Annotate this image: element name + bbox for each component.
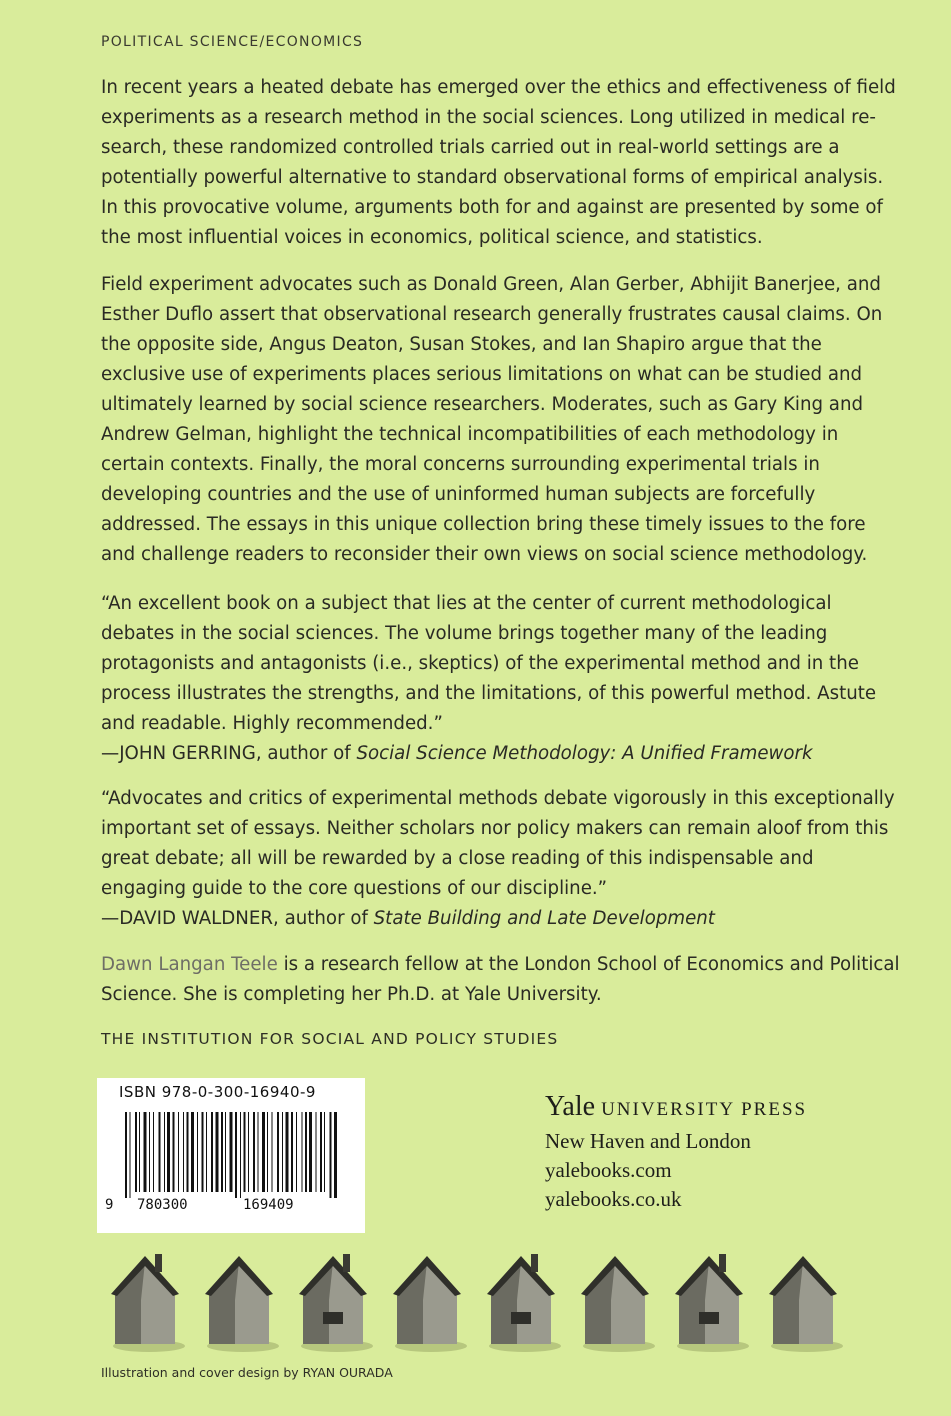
barcode-bar bbox=[230, 1112, 233, 1192]
design-credit: Illustration and cover design by RYAN OURADA bbox=[101, 1365, 393, 1380]
house-icon bbox=[769, 1256, 843, 1352]
barcode-bar bbox=[167, 1112, 170, 1192]
blurb-quote: “An excellent book on a subject that lies at the center of current methodological debates in the social sciences. The volume brings together many of the leading protagonists and antagonists (i.e., skeptics) of the experimental method and in the process illustrates the strengths, and the limitations, of this powerful method. Astute and readable. Highly recommended.” bbox=[101, 593, 877, 734]
institution-label: THE INSTITUTION FOR SOCIAL AND POLICY STUDIES bbox=[101, 1030, 559, 1048]
barcode-bar bbox=[240, 1112, 241, 1198]
barcode-bar bbox=[211, 1112, 213, 1192]
barcode-bar bbox=[153, 1112, 154, 1192]
barcode-bar bbox=[191, 1112, 194, 1192]
publisher-name-yale: Yale bbox=[545, 1091, 596, 1122]
barcode-bar bbox=[130, 1112, 131, 1198]
barcode-bars bbox=[125, 1112, 339, 1198]
barcode-bar bbox=[296, 1112, 297, 1192]
publisher-name-rest: UNIVERSITY PRESS bbox=[601, 1099, 808, 1120]
attribution-book-title: State Building and Late Development bbox=[373, 908, 715, 929]
barcode-bar bbox=[206, 1112, 207, 1192]
blurb-1 bbox=[101, 589, 901, 769]
barcode-bar bbox=[302, 1112, 303, 1192]
house-icon bbox=[205, 1256, 279, 1352]
barcode-bar bbox=[316, 1112, 317, 1192]
barcode-bar bbox=[144, 1112, 147, 1192]
house-icon bbox=[487, 1254, 561, 1352]
barcode-bar bbox=[164, 1112, 165, 1192]
barcode-bar bbox=[159, 1112, 161, 1192]
barcode-bar bbox=[330, 1112, 332, 1198]
attribution-book-title: Social Science Methodology: A Unified Framework bbox=[356, 743, 813, 764]
publisher-name bbox=[545, 1090, 807, 1127]
description-paragraph-2: Field experiment advocates such as Donald Green, Alan Gerber, Abhijit Banerjee, and Esther Duflo assert that observational research generally frustrates causal claims. On the opposite side, Angus Deaton, Susan Stokes, and Ian Shapiro argue that the exclusive use of experiments places serious limitations on what can be studied and ultimately learned by social science researchers. Moderates, such as Gary King and Andrew Gelman, highlight the technical incompatibilities of each methodology in certain contexts. Finally, the moral concerns surrounding experimental trials in developing countries and the use of uninformed human subjects are forcefully addressed. The essays in this unique collection bring these timely issues to the fore and challenge readers to reconsider their own views on social science methodology. bbox=[101, 274, 883, 565]
barcode-bar bbox=[187, 1112, 189, 1192]
barcode-bar bbox=[216, 1112, 219, 1192]
house-icon bbox=[581, 1256, 655, 1352]
barcode-bar bbox=[149, 1112, 150, 1192]
author-bio bbox=[101, 950, 901, 1010]
barcode-bar bbox=[334, 1112, 337, 1198]
barcode-bar bbox=[244, 1112, 246, 1192]
publisher-block bbox=[545, 1090, 807, 1214]
barcode-bar bbox=[135, 1112, 137, 1192]
barcode-bar bbox=[235, 1112, 237, 1198]
barcode-bar bbox=[225, 1112, 226, 1192]
isbn-number: ISBN 978-0-300-16940-9 bbox=[119, 1083, 316, 1101]
house-icon bbox=[675, 1254, 749, 1352]
category-label: POLITICAL SCIENCE/ECONOMICS bbox=[101, 34, 364, 50]
author-name: Dawn Langan Teele bbox=[101, 954, 278, 975]
barcode-bar bbox=[173, 1112, 175, 1192]
author-bio-text: is a research fellow at the London School of Economics and Political Science. She is completing her Ph.D. at Yale University. bbox=[101, 954, 900, 1005]
barcode-digit-first: 9 bbox=[105, 1197, 114, 1213]
publisher-website-uk: yalebooks.co.uk bbox=[545, 1187, 682, 1211]
barcode-bar bbox=[305, 1112, 307, 1192]
barcode-bar bbox=[267, 1112, 268, 1192]
barcode-bar bbox=[282, 1112, 283, 1192]
barcode-bar bbox=[125, 1112, 127, 1198]
barcode-bar bbox=[277, 1112, 279, 1192]
description-paragraph-1: In recent years a heated debate has emerged over the ethics and effectiveness of field experiments as a research method in the social sciences. Long utilized in medical research, these randomized controlled trials carried out in real-world settings are a potentially powerful alternative to standard observational forms of empirical analysis. In this provocative volume, arguments both for and against are presented by some of the most influential voices in economics, political science, and statistics. bbox=[101, 77, 896, 248]
barcode-bar bbox=[272, 1112, 273, 1192]
barcode-bar bbox=[178, 1112, 179, 1192]
barcode-bar bbox=[183, 1112, 184, 1192]
barcode-digit-group-1: 780300 bbox=[137, 1197, 188, 1213]
publisher-website-us: yalebooks.com bbox=[545, 1158, 672, 1182]
barcode-bar bbox=[320, 1112, 322, 1192]
barcode-bar bbox=[309, 1112, 312, 1192]
blurb-quote: “Advocates and critics of experimental methods debate vigorously in this exceptionally important set of essays. Neither scholars nor policy makers can remain aloof from this great debate; all will be rewarded by a close reading of this indispensable and engaging guide to the core questions of our discipline.” bbox=[101, 788, 895, 899]
barcode-bar bbox=[253, 1112, 255, 1192]
barcode-bar bbox=[262, 1112, 265, 1192]
barcode-bar bbox=[324, 1112, 325, 1192]
barcode-bar bbox=[139, 1112, 140, 1192]
barcode-digit-group-2: 169409 bbox=[243, 1197, 294, 1213]
barcode-bar bbox=[202, 1112, 204, 1192]
attribution-author: —JOHN GERRING, author of bbox=[101, 743, 357, 764]
barcode-bar bbox=[197, 1112, 198, 1192]
house-icon bbox=[299, 1254, 373, 1352]
blurb-2 bbox=[101, 784, 901, 934]
isbn-barcode bbox=[97, 1078, 365, 1233]
attribution-author: —DAVID WALDNER, author of bbox=[101, 908, 374, 929]
barcode-bar bbox=[221, 1112, 223, 1192]
house-icon bbox=[393, 1256, 467, 1352]
barcode-bar bbox=[286, 1112, 289, 1192]
barcode-bar bbox=[258, 1112, 259, 1192]
house-icon bbox=[111, 1254, 185, 1352]
barcode-bar bbox=[291, 1112, 293, 1192]
house-illustration bbox=[97, 1240, 857, 1360]
barcode-bar bbox=[248, 1112, 249, 1192]
blurb-attribution bbox=[101, 904, 901, 934]
publisher-location: New Haven and London bbox=[545, 1129, 751, 1153]
blurb-attribution bbox=[101, 739, 901, 769]
